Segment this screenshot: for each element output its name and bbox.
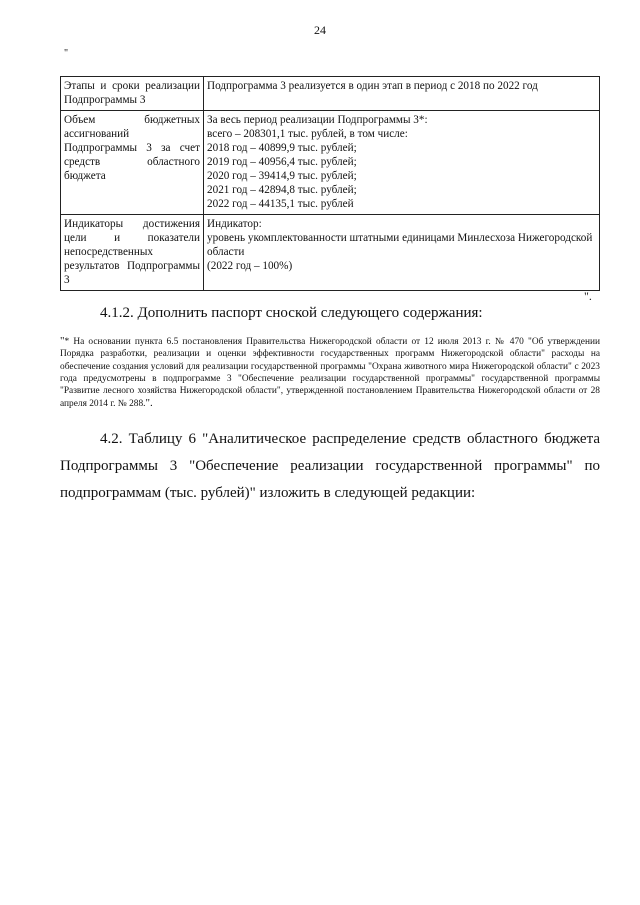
value-line: уровень укомплектованности штатными единицами Минлесхоза Нижегородской области [207, 232, 593, 258]
closing-quote: ". [584, 289, 592, 303]
value-line: 2020 год – 39414,9 тыс. рублей; [207, 170, 357, 182]
value-line: 2019 год – 40956,4 тыс. рублей; [207, 156, 357, 168]
section-4-2-paragraph: 4.2. Таблицу 6 "Аналитическое распределение средств областного бюджета Подпрограммы 3 "Обеспечение реализации государственной программы" по подпрограммам (тыс. рублей)" изложить в следующей редакции: [60, 431, 600, 501]
row-label: Этапы и сроки реализации Подпрограммы 3 [61, 77, 204, 111]
value-line: 2021 год – 42894,8 тыс. рублей; [207, 184, 357, 196]
table-row [61, 215, 600, 291]
page-number: 24 [314, 23, 326, 37]
value-line: За весь период реализации Подпрограммы 3*: [207, 114, 428, 126]
footnote-open-quote: " [60, 335, 65, 347]
section-4-1-2-heading: 4.1.2. Дополнить паспорт сноской следующего содержания: [100, 305, 483, 321]
row-value [204, 215, 600, 291]
row-label: Индикаторы достижения цели и показатели непосредственных результатов Подпрограммы 3 [61, 215, 204, 291]
value-line: 2018 год – 40899,9 тыс. рублей; [207, 142, 357, 154]
value-line: Подпрограмма 3 реализуется в один этап в период с 2018 по 2022 год [207, 80, 538, 92]
row-value [204, 77, 600, 111]
table-row [61, 111, 600, 215]
table-row [61, 77, 600, 111]
footnote-body: * На основании пункта 6.5 постановления Правительства Нижегородской области от 12 июля 2013 г. № 470 "Об утверждении Порядка разработки, реализации и оценки эффективности государственных программ Нижегородской области" расходы на обеспечение создания условий для реализации государственной программы "Охрана животного мира Нижегородской области" с 2023 года предусмотрены в подпрограмме 3 "Обеспечение реализации государственной программы" государственной программы "Развитие лесного хозяйства Нижегородской области", утвержденной постановлением Правительства Нижегородской области от 28 апреля 2014 г. № 288. [60, 337, 600, 410]
footnote-text [60, 335, 600, 411]
footnote-close-quote: ". [145, 397, 153, 410]
value-line: всего – 208301,1 тыс. рублей, в том числе: [207, 128, 408, 140]
passport-table [60, 76, 600, 291]
row-value [204, 111, 600, 215]
value-line: (2022 год – 100%) [207, 260, 293, 272]
value-line: 2022 год – 44135,1 тыс. рублей [207, 198, 354, 210]
value-line: Индикатор: [207, 218, 262, 230]
opening-quote: " [64, 48, 69, 59]
row-label: Объем бюджетных ассигнований Подпрограммы 3 за счет средств областного бюджета [61, 111, 204, 215]
